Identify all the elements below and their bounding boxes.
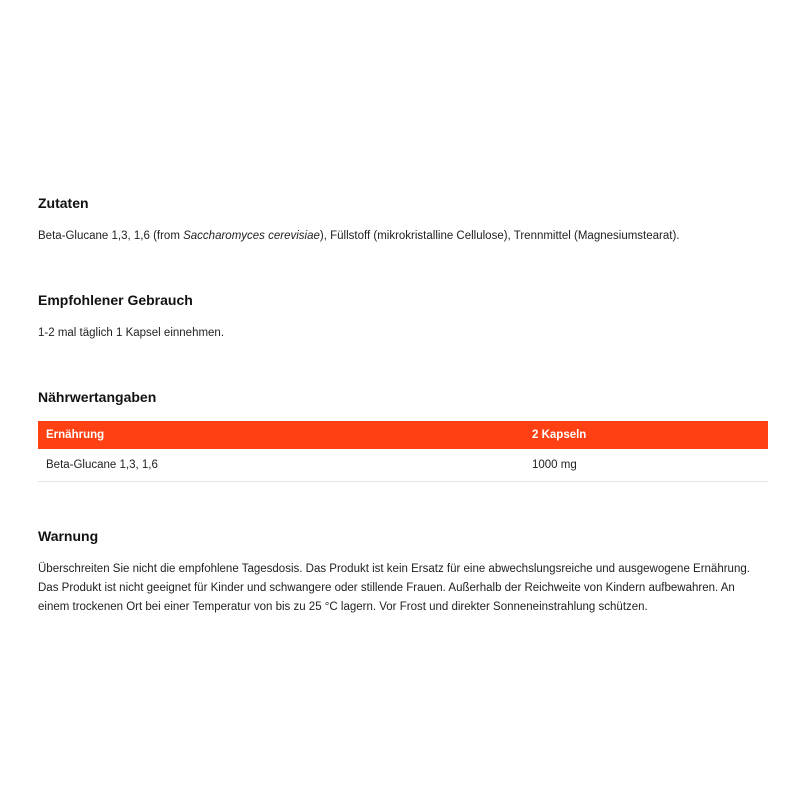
- nutrition-table: [38, 421, 768, 482]
- ingredients-section: [38, 195, 768, 246]
- warning-section: [38, 528, 768, 617]
- nutrition-section: [38, 389, 768, 482]
- nutrient-amount-cell: 1000 mg: [524, 449, 768, 482]
- ingredients-text-end: ), Füllstoff (mikrokristalline Cellulose), Trennmittel (Magnesiumstearat).: [319, 230, 680, 242]
- warning-text: Überschreiten Sie nicht die empfohlene Tagesdosis. Das Produkt ist kein Ersatz für eine abwechslungsreiche und ausgewogene Ernährung. Das Produkt ist nicht geeignet für Kinder und schwangere oder stillende Frauen. Außerhalb der Reichweite von Kindern aufbewahren. An einem trockenen Ort bei einer Temperatur von bis zu 25 °C lagern. Vor Frost und direkter Sonneneinstrahlung schützen.: [38, 563, 750, 613]
- usage-heading: Empfohlener Gebrauch: [38, 292, 193, 308]
- ingredients-heading: Zutaten: [38, 195, 89, 211]
- ingredients-text-start: Beta-Glucane 1,3, 1,6 (from: [38, 230, 184, 242]
- nutrition-heading: Nährwertangaben: [38, 389, 157, 405]
- usage-text: 1-2 mal täglich 1 Kapsel einnehmen.: [38, 327, 225, 339]
- warning-heading: Warnung: [38, 528, 99, 544]
- table-row: [38, 449, 768, 482]
- column-header-nutrient: Ernährung: [46, 429, 105, 441]
- column-header-serving: 2 Kapseln: [532, 429, 587, 441]
- usage-section: [38, 292, 768, 343]
- ingredients-text: [38, 227, 768, 246]
- ingredients-species: Saccharomyces cerevisiae: [183, 230, 320, 242]
- nutrition-table-header: [38, 421, 768, 449]
- nutrient-name-cell: Beta-Glucane 1,3, 1,6: [38, 449, 524, 482]
